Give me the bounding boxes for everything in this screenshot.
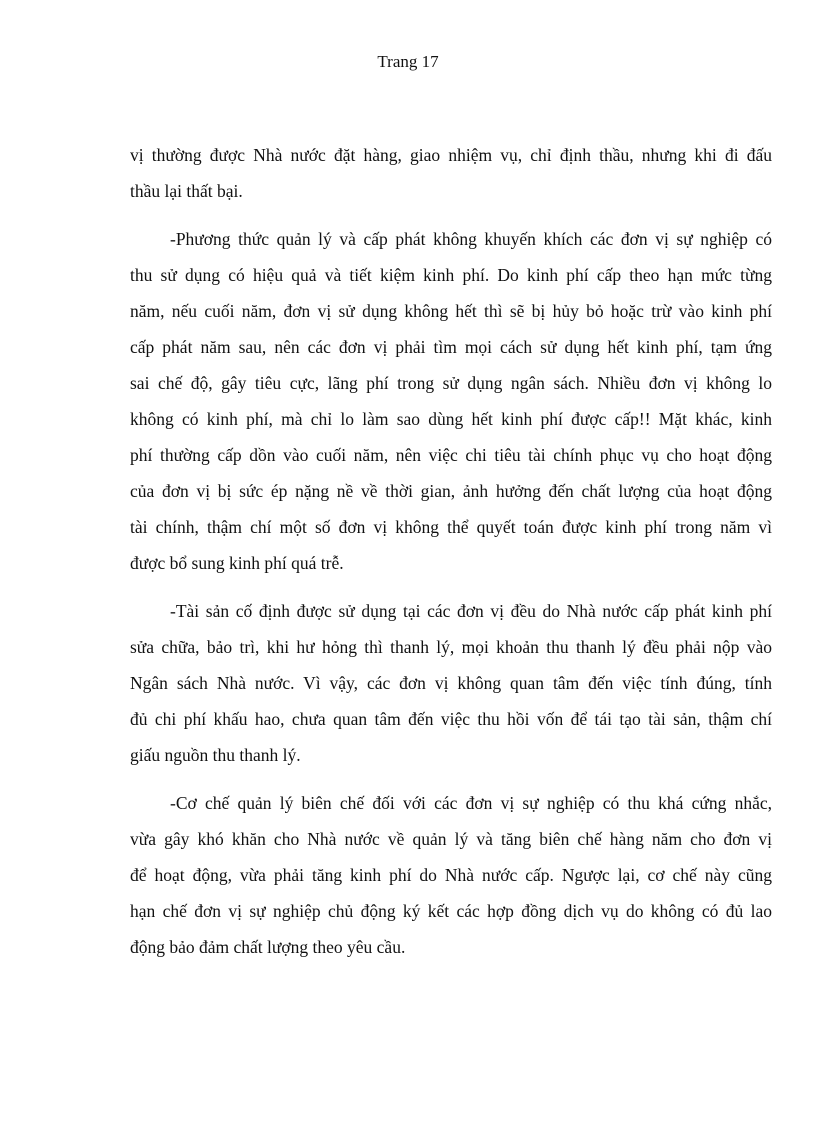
text-line: sửa chữa, bảo trì, khi hư hỏng thì thanh lý, mọi khoản thu thanh lý đều phải nộp vào (130, 637, 772, 657)
text-line: thu sử dụng có hiệu quả và tiết kiệm kinh phí. Do kinh phí cấp theo hạn mức từng (130, 265, 772, 285)
text-line: Ngân sách Nhà nước. Vì vậy, các đơn vị không quan tâm đến việc tính đúng, tính (130, 673, 772, 693)
text-line: phí thường cấp dồn vào cuối năm, nên việc chi tiêu tài chính phục vụ cho hoạt động (130, 445, 772, 465)
text-line: để hoạt động, vừa phải tăng kinh phí do Nhà nước cấp. Ngược lại, cơ chế này cũng (130, 865, 772, 885)
text-line: tài chính, thậm chí một số đơn vị không thể quyết toán được kinh phí trong năm vì (130, 517, 772, 537)
text-line: của đơn vị bị sức ép nặng nề về thời gian, ảnh hưởng đến chất lượng của hoạt động (130, 481, 772, 501)
text-line: động bảo đảm chất lượng theo yêu cầu. (130, 937, 406, 957)
text-line: sai chế độ, gây tiêu cực, lãng phí trong sử dụng ngân sách. Nhiều đơn vị không lo (130, 373, 772, 393)
text-line: được bổ sung kinh phí quá trễ. (130, 553, 344, 573)
text-line: thầu lại thất bại. (130, 181, 243, 201)
text-line: giấu nguồn thu thanh lý. (130, 745, 301, 765)
document-body (130, 137, 772, 965)
text-line: vừa gây khó khăn cho Nhà nước về quản lý và tăng biên chế hàng năm cho đơn vị (130, 829, 772, 849)
text-line: cấp phát năm sau, nên các đơn vị phải tìm mọi cách sử dụng hết kinh phí, tạm ứng (130, 337, 772, 357)
paragraph (130, 221, 772, 581)
text-line: -Tài sản cố định được sử dụng tại các đơn vị đều do Nhà nước cấp phát kinh phí (170, 601, 772, 621)
paragraph (130, 137, 772, 209)
paragraph (130, 593, 772, 773)
text-line: -Cơ chế quản lý biên chế đối với các đơn vị sự nghiệp có thu khá cứng nhắc, (170, 793, 772, 813)
text-line: hạn chế đơn vị sự nghiệp chủ động ký kết các hợp đồng dịch vụ do không có đủ lao (130, 901, 772, 921)
text-line: năm, nếu cuối năm, đơn vị sử dụng không hết thì sẽ bị hủy bỏ hoặc trừ vào kinh phí (130, 301, 772, 321)
text-line: vị thường được Nhà nước đặt hàng, giao nhiệm vụ, chỉ định thầu, nhưng khi đi đấu (130, 145, 772, 165)
text-line: không có kinh phí, mà chỉ lo làm sao dùng hết kinh phí được cấp!! Mặt khác, kinh (130, 409, 772, 429)
paragraph (130, 785, 772, 965)
text-line: -Phương thức quản lý và cấp phát không khuyến khích các đơn vị sự nghiệp có (170, 229, 772, 249)
text-line: đủ chi phí khấu hao, chưa quan tâm đến việc thu hồi vốn để tái tạo tài sản, thậm chí (130, 709, 772, 729)
page-number-header: Trang 17 (377, 52, 439, 71)
